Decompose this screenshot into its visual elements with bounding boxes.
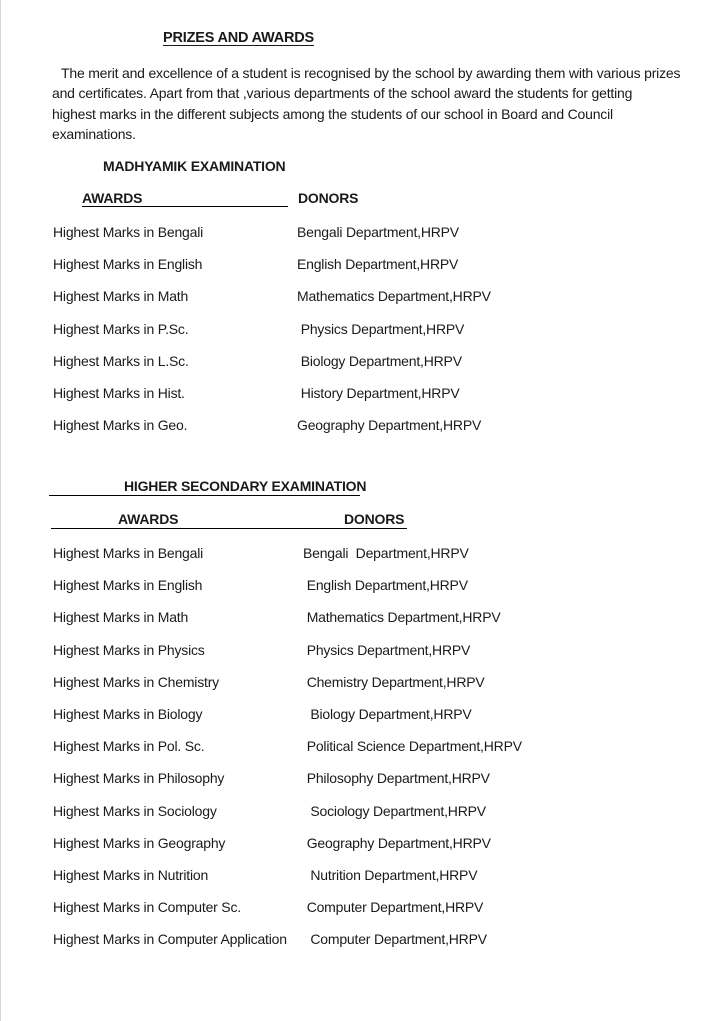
award-row [53,224,491,256]
award-cell: Highest Marks in Pol. Sc. [53,738,205,755]
intro-line: examinations. [52,126,136,143]
award-row [53,738,522,770]
award-cell: Highest Marks in Bengali [53,545,204,561]
award-cell: Highest Marks in Hist. [53,384,185,401]
donor-cell: Biology Department,HRPV [303,705,472,722]
award-row [53,545,522,577]
award-row [53,417,491,449]
award-cell: Highest Marks in Geo. [53,417,188,434]
donor-cell: Nutrition Department,HRPV [303,866,478,883]
award-cell: Highest Marks in Math [53,609,189,626]
section-heading-higher-secondary: HIGHER SECONDARY EXAMINATION [124,478,367,494]
award-row [53,353,491,385]
award-row [53,931,522,963]
award-cell: Highest Marks in Physics [53,641,205,658]
award-cell: Highest Marks in Biology [53,705,203,722]
donor-cell: Physics Department,HRPV [297,320,465,337]
higher-secondary-table-header [51,511,407,529]
award-row [53,577,522,609]
award-cell: Highest Marks in Bengali [53,224,204,240]
donor-cell: Physics Department,HRPV [303,641,471,658]
award-cell: Highest Marks in Philosophy [53,770,225,787]
award-row [53,256,491,288]
donor-cell: Geography Department,HRPV [297,417,482,434]
award-cell: Highest Marks in P.Sc. [53,320,189,337]
award-row [53,642,522,674]
award-row [53,609,522,641]
award-row [53,706,522,738]
award-cell: Highest Marks in Nutrition [53,866,209,883]
award-cell: Highest Marks in Computer Application [53,931,287,948]
intro-line: and certificates. Apart from that ,various departments of the school award the students for getting [52,85,633,102]
madhyamik-rows [53,224,491,449]
award-row [53,321,491,353]
donor-cell: Philosophy Department,HRPV [303,770,490,787]
document-title: PRIZES AND AWARDS [163,30,315,46]
donor-cell: Biology Department,HRPV [297,352,462,369]
award-row [53,835,522,867]
award-cell: Highest Marks in English [53,577,203,594]
award-cell: Highest Marks in Geography [53,834,226,851]
intro-paragraph [52,63,680,145]
donor-cell: History Department,HRPV [297,384,460,401]
award-cell: Highest Marks in Chemistry [53,673,219,690]
section-heading-madhyamik: MADHYAMIK EXAMINATION [103,158,286,174]
donor-cell: Political Science Department,HRPV [303,738,522,755]
column-header-donors: DONORS [344,511,405,527]
donor-cell: English Department,HRPV [303,577,468,594]
section-heading-higher-secondary-rule [49,478,367,496]
column-header-awards: AWARDS [118,511,179,527]
award-cell: Highest Marks in Math [53,288,189,305]
award-row [53,770,522,802]
intro-line: highest marks in the different subjects among the students of our school in Board and Council [52,105,613,122]
donor-cell: Sociology Department,HRPV [303,802,486,819]
column-header-awards: AWARDS [82,190,288,207]
donor-cell: Chemistry Department,HRPV [303,673,485,690]
donor-cell: Bengali Department,HRPV [303,545,469,561]
award-row [53,674,522,706]
award-row [53,867,522,899]
award-cell: Highest Marks in English [53,256,203,273]
award-cell: Highest Marks in L.Sc. [53,352,189,369]
intro-line: The merit and excellence of a student is recognised by the school by awarding them with various prizes [61,65,681,81]
higher-secondary-rows [53,545,522,963]
donor-cell: English Department,HRPV [297,256,459,273]
award-row [53,899,522,931]
award-cell: Highest Marks in Computer Sc. [53,899,241,916]
donor-cell: Computer Department,HRPV [303,931,487,948]
award-row [53,288,491,320]
donor-cell: Computer Department,HRPV [303,899,484,916]
award-row [53,385,491,417]
donor-cell: Geography Department,HRPV [303,834,491,851]
donor-cell: Bengali Department,HRPV [297,224,459,240]
donor-cell: Mathematics Department,HRPV [303,609,501,626]
award-row [53,803,522,835]
donor-cell: Mathematics Department,HRPV [297,288,491,305]
column-header-donors: DONORS [298,190,359,206]
award-cell: Highest Marks in Sociology [53,802,217,819]
